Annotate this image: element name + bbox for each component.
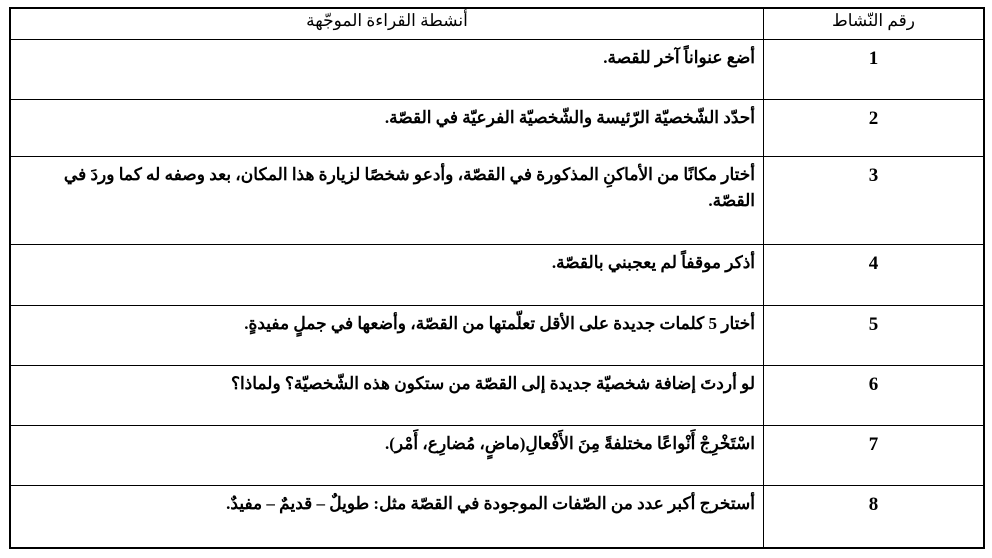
activity-text: أستخرج أكبر عدد من الصّفات الموجودة في القصّة مثل: طويلٌ – قديمٌ – مفيدٌ. [11, 485, 764, 547]
activity-number: 7 [764, 425, 984, 485]
activity-number: 8 [764, 485, 984, 547]
table-row [11, 40, 984, 100]
activity-text: أضع عنواناً آخر للقصة. [11, 40, 764, 100]
activity-text: أذكر موقفاً لم يعجبني بالقصّة. [11, 245, 764, 305]
activity-number: 6 [764, 365, 984, 425]
activity-text: أختار 5 كلمات جديدة على الأقل تعلّمتها من القصّة، وأضعها في جملٍ مفيدةٍ. [11, 305, 764, 365]
activity-text: اسْتَخْرِجْ أَنْواعًا مختلفةً مِنَ الأَفْعالِ(ماضٍ، مُضارِع، أَمْر). [11, 425, 764, 485]
activity-number: 1 [764, 40, 984, 100]
activity-text: أحدّد الشّخصيّة الرّئيسة والشّخصيّة الفرعيّة في القصّة. [11, 100, 764, 157]
table-header-row [11, 9, 984, 40]
table-row [11, 157, 984, 245]
table-row [11, 365, 984, 425]
activity-number: 2 [764, 100, 984, 157]
guided-reading-activities-table [10, 8, 984, 548]
activity-number: 4 [764, 245, 984, 305]
table-row [11, 485, 984, 547]
table-row [11, 100, 984, 157]
activity-description-header: أنشطة القراءة الموجّهة [11, 9, 764, 40]
activity-text: لو أردتَ إضافة شخصيّة جديدة إلى القصّة من ستكون هذه الشّخصيّة؟ ولماذا؟ [11, 365, 764, 425]
table-row [11, 425, 984, 485]
activity-number: 3 [764, 157, 984, 245]
table-row [11, 245, 984, 305]
activity-number-header: رقم النّشاط [764, 9, 984, 40]
activity-number: 5 [764, 305, 984, 365]
activities-sheet [9, 7, 985, 549]
table-row [11, 305, 984, 365]
activity-text: أختار مكانًا من الأماكنِ المذكورة في القصّة، وأدعو شخصًا لزيارة هذا المكان، بعد وصفه له كما وردَ في القصّة. [11, 157, 764, 245]
